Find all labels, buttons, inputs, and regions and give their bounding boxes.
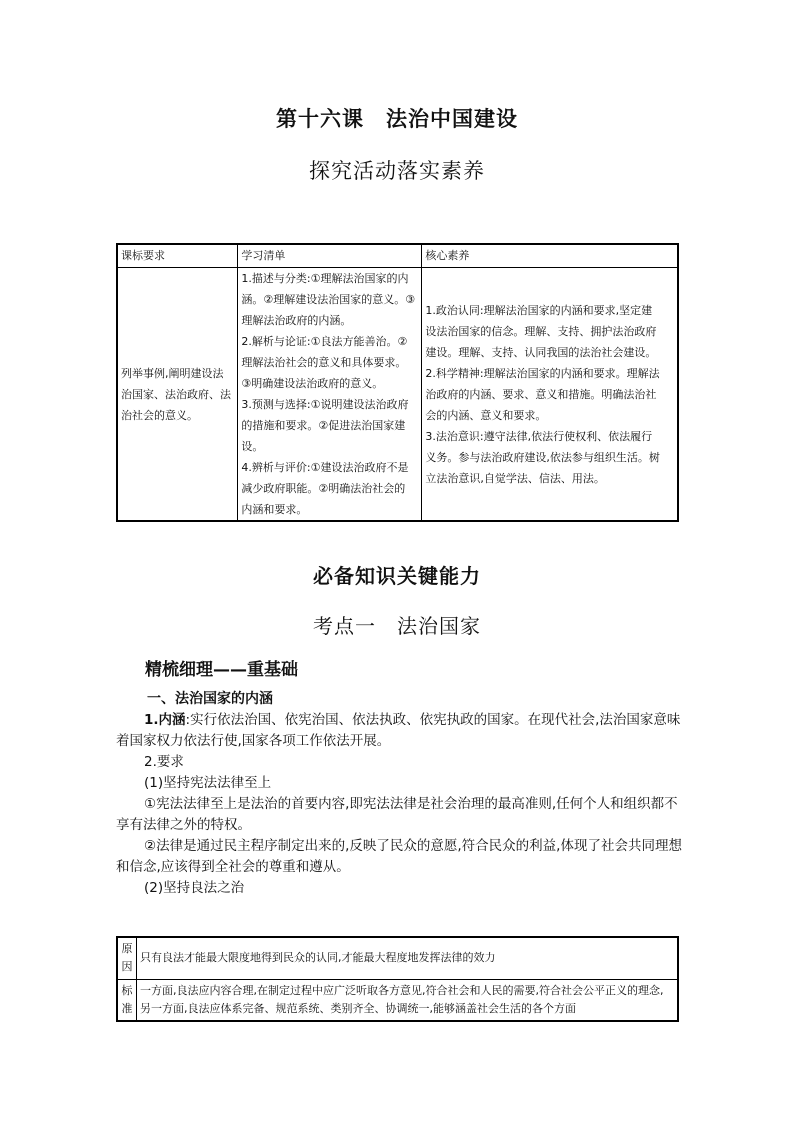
connotation-text: :实行依法治国、依宪治国、依法执政、依宪执政的国家。在现代社会,法治国家意味着国家权力依法行使,国家各项工作依法开展。 xyxy=(116,712,681,749)
paragraph-requirements: 2.要求 xyxy=(144,754,184,770)
study-list-line: 的措施和要求。②促进法治国家建 xyxy=(241,419,406,432)
point-title: 考点一 法治国家 xyxy=(313,614,481,638)
row-text: 一方面,良法应内容合理,在制定过程中应广泛听取各方意见,符合社会和人民的需要,符合社会公平正义的理念,另一方面,良法应体系完备、规范系统、类别齐全、协调统一,能够涵盖社会生活的各个方面 xyxy=(137,979,679,1021)
lesson-title: 第十六课 法治中国建设 xyxy=(276,107,518,131)
core-literacy-line: 建设。理解、支持、认同我国的法治社会建设。 xyxy=(425,345,657,359)
study-list-line: 内涵和要求。 xyxy=(241,503,308,516)
study-list-line: 减少政府职能。②明确法治社会的 xyxy=(241,482,406,495)
table-header-cell: 课标要求 xyxy=(117,244,238,268)
paragraph-item: ②法律是通过民主程序制定出来的,反映了民众的意愿,符合民众的利益,体现了社会共同理想和信念,应该得到全社会的尊重和遵从。 xyxy=(116,838,682,875)
study-list-cell xyxy=(238,268,422,522)
study-list-line: ③明确建设法治政府的意义。 xyxy=(241,377,384,390)
study-list-line: 理解法治政府的内涵。 xyxy=(241,314,352,327)
core-literacy-line: 2.科学精神:理解法治国家的内涵和要求。理解法 xyxy=(425,366,660,380)
paragraph-item: (2)坚持良法之治 xyxy=(144,880,245,896)
study-list-line: 涵。②理解建设法治国家的意义。③ xyxy=(241,293,416,306)
core-literacy-line: 设法治国家的信念。理解、支持、拥护法治政府 xyxy=(425,324,657,338)
curriculum-table xyxy=(116,243,679,522)
core-literacy-line: 治政府的内涵、要求、意义和措施。明确法治社 xyxy=(425,387,657,401)
knowledge-title: 必备知识关键能力 xyxy=(313,564,481,588)
study-list-line: 4.辨析与评价:①建设法治政府不是 xyxy=(241,461,409,474)
row-label: 原因 xyxy=(117,937,137,979)
table-header-cell: 核心素养 xyxy=(422,244,678,268)
row-text: 只有良法才能最大限度地得到民众的认同,才能最大程度地发挥法律的效力 xyxy=(137,937,679,979)
curriculum-requirement-cell: 列举事例,阐明建设法治国家、法治政府、法治社会的意义。 xyxy=(117,268,238,522)
good-law-table xyxy=(116,936,679,1022)
study-list-line: 设。 xyxy=(241,440,264,453)
study-list-line: 3.预测与选择:①说明建设法治政府 xyxy=(241,398,409,411)
section-heading: 精梳细理——重基础 xyxy=(145,660,298,680)
section-title: 探究活动落实素养 xyxy=(309,159,485,183)
core-literacy-line: 1.政治认同:理解法治国家的内涵和要求,坚定建 xyxy=(425,303,653,317)
study-list-line: 1.描述与分类:①理解法治国家的内 xyxy=(241,272,409,285)
study-list-line: 理解法治社会的意义和具体要求。 xyxy=(241,356,407,369)
core-literacy-cell xyxy=(422,268,678,522)
core-literacy-line: 义务。参与法治政府建设,依法参与组织生活。树 xyxy=(425,450,660,464)
connotation-label: 1.内涵 xyxy=(144,712,186,728)
core-literacy-line: 3.法治意识:遵守法律,依法行使权利、依法履行 xyxy=(425,429,653,443)
paragraph-item: (1)坚持宪法法律至上 xyxy=(144,775,272,791)
paragraph-item: ①宪法法律至上是法治的首要内容,即宪法法律是社会治理的最高准则,任何个人和组织都不享有法律之外的特权。 xyxy=(116,796,678,833)
row-label: 标准 xyxy=(117,979,137,1021)
core-literacy-line: 会的内涵、意义和要求。 xyxy=(425,408,547,422)
paragraph-connotation xyxy=(116,710,682,752)
core-literacy-line: 立法治意识,自觉学法、信法、用法。 xyxy=(425,471,605,485)
study-list-line: 2.解析与论证:①良法方能善治。② xyxy=(241,335,408,348)
table-header-cell: 学习清单 xyxy=(238,244,422,268)
sub-heading: 一、法治国家的内涵 xyxy=(147,691,273,707)
